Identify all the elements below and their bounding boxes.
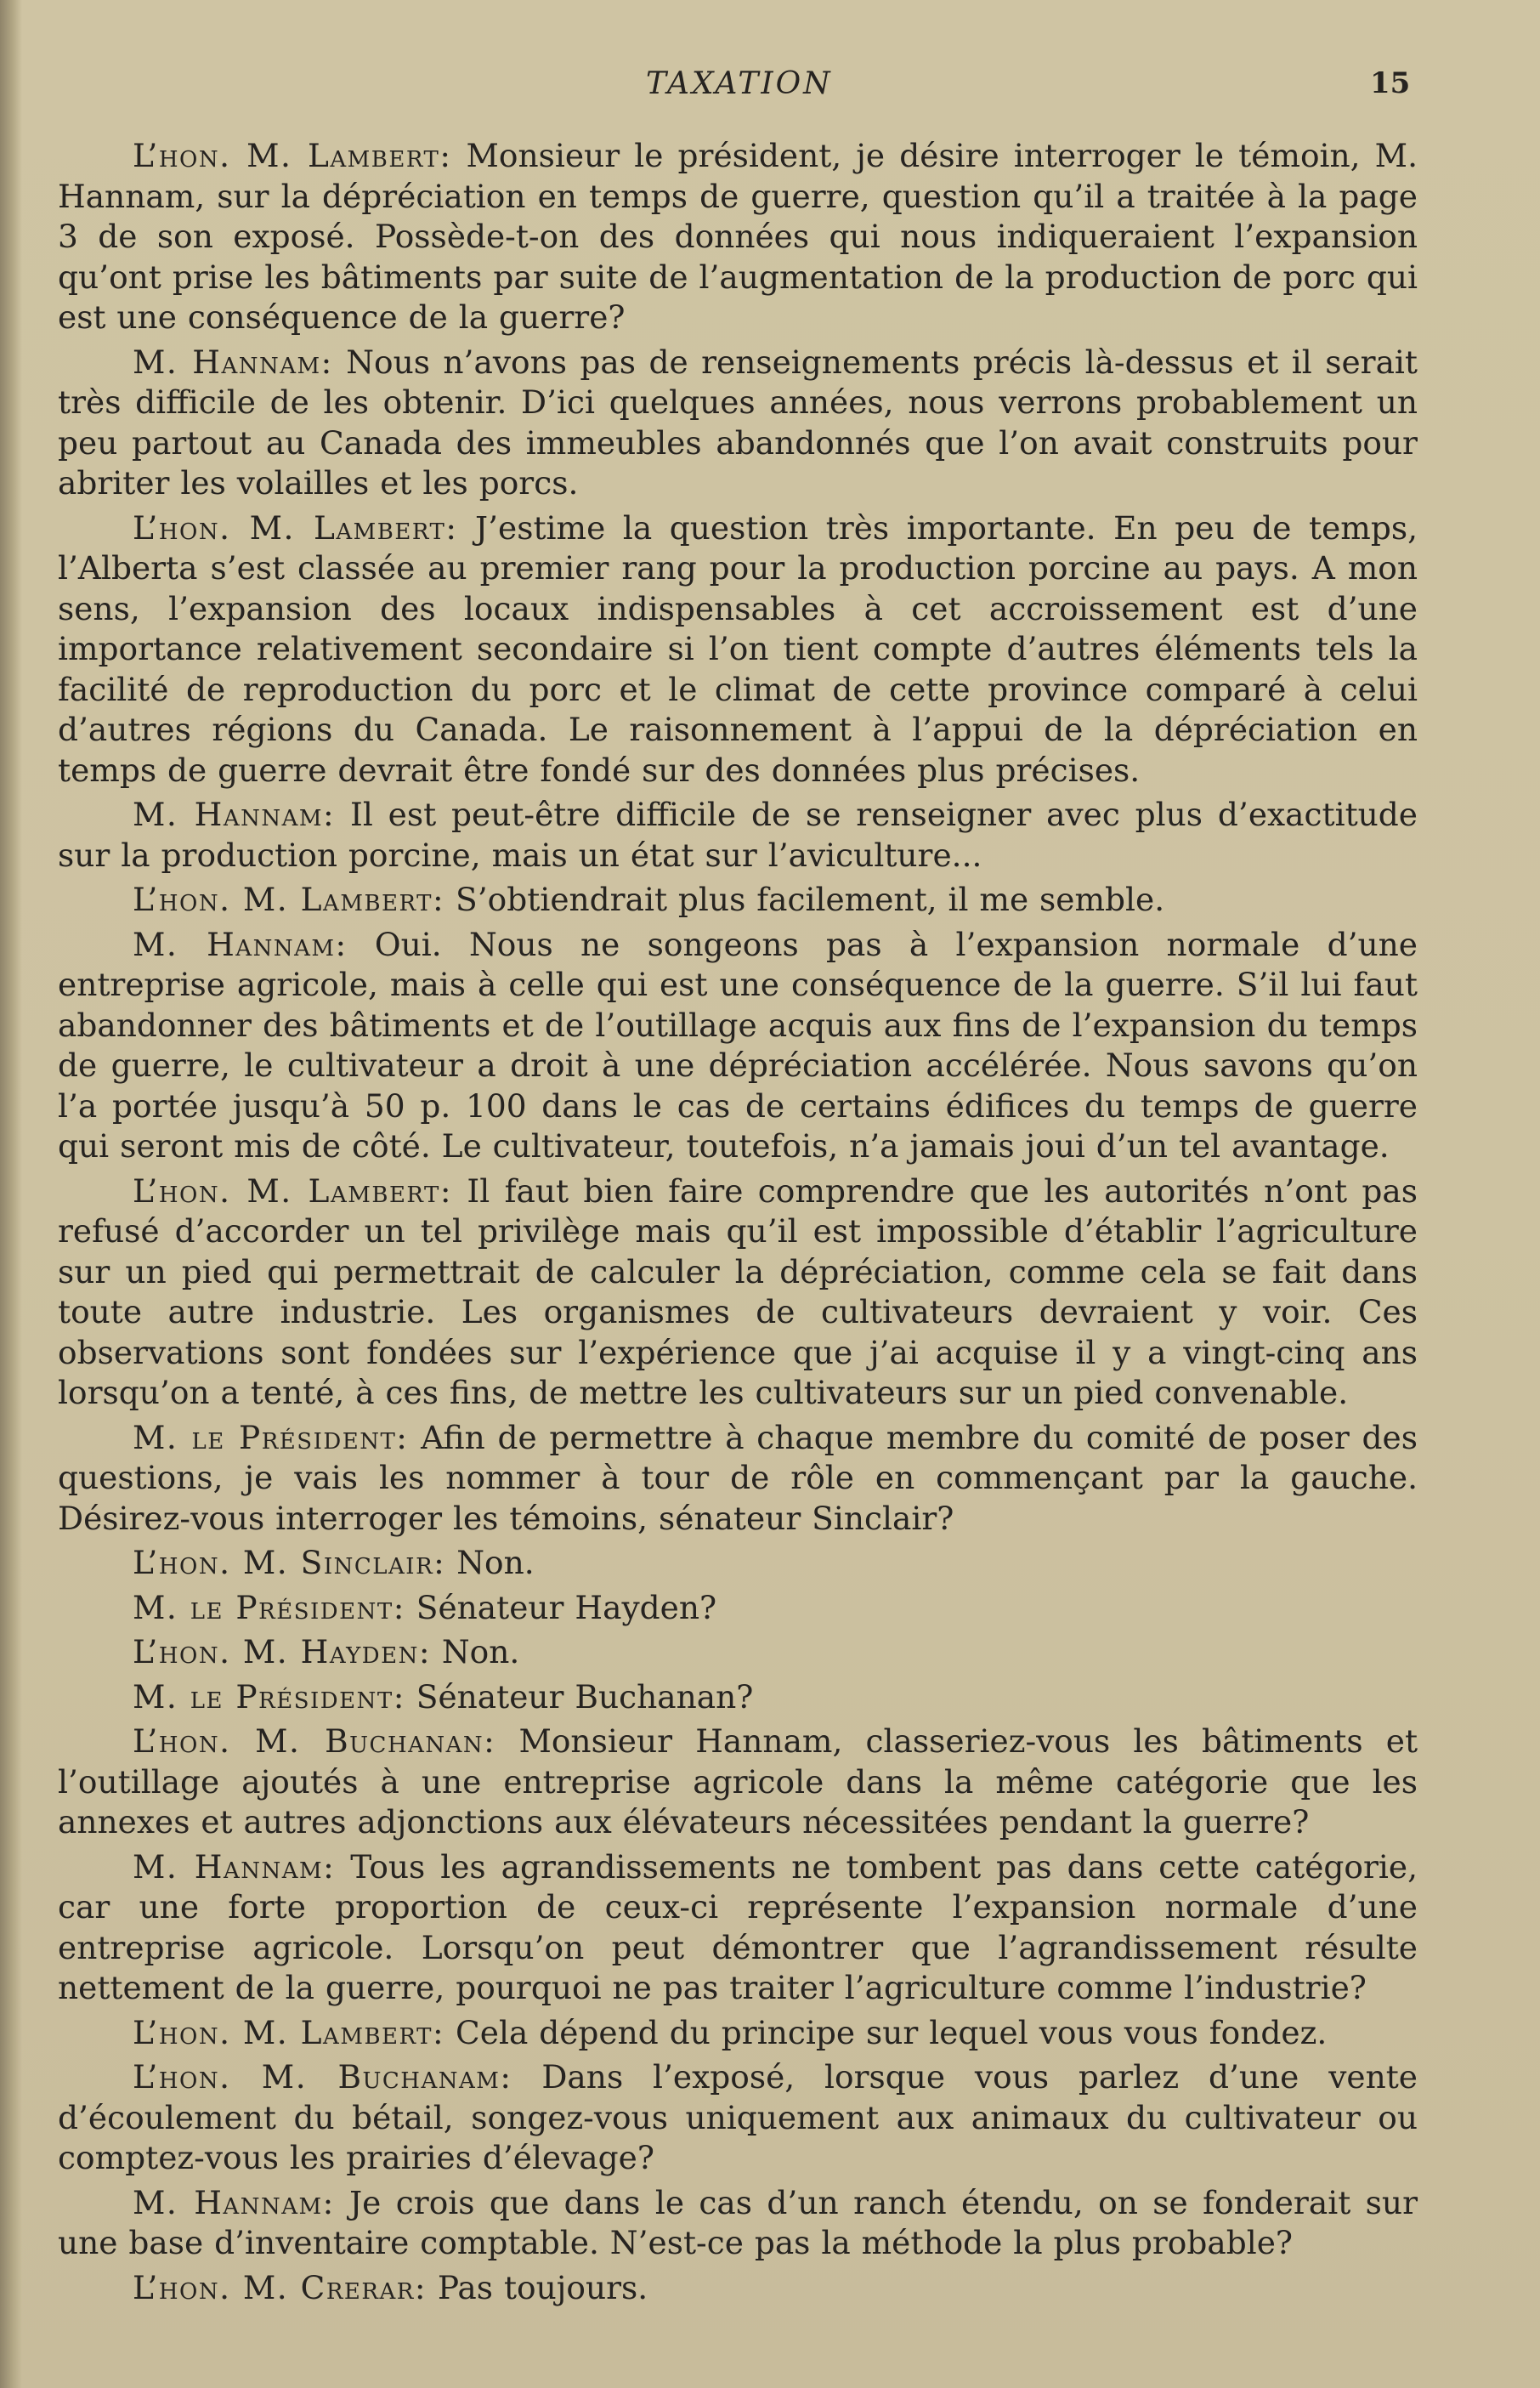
speaker-name: L’hon. M. Lambert:: [133, 2013, 445, 2051]
transcript-body: [58, 136, 1418, 2312]
paragraph: [58, 1632, 1418, 1673]
paragraph-text: Monsieur Hannam, classeriez-vous les bâtiments et l’outillage ajoutés à une entreprise agricole dans la même catégorie que les annexes et autres adjonctions aux élévateurs nécessitées pendant la guerre?: [58, 1722, 1418, 1841]
paragraph: [58, 1588, 1418, 1629]
speaker-name: L’hon. M. Sinclair:: [133, 1544, 446, 1581]
paragraph: [58, 343, 1418, 504]
speaker-name: M. Hannam:: [133, 2183, 335, 2221]
paragraph: [58, 880, 1418, 921]
speaker-name: M. Hannam:: [133, 925, 348, 963]
running-title: TAXATION: [646, 66, 833, 101]
speaker-name: L’hon. M. Hayden:: [133, 1633, 431, 1670]
speaker-name: L’hon. M. Buchanan:: [133, 1722, 496, 1760]
speaker-name: M. le Président:: [133, 1418, 409, 1456]
paragraph-text: Nous n’avons pas de renseignements précis là-dessus et il serait très difficile de les obtenir. D’ici quelques années, nous verrons probablement un peu partout au Canada des immeubles abandonnés que l’on avait construits pour abriter les volailles et les porcs.: [58, 343, 1418, 502]
speaker-name: L’hon. M. Lambert:: [133, 881, 445, 918]
running-head: [0, 60, 1540, 111]
paragraph-text: J’estime la question très importante. En peu de temps, l’Alberta s’est classée au premier rang pour la production porcine au pays. A mon sens, l’expansion des locaux indispensables à cet accroissement est d’une importance relativement secondaire si l’on tient compte d’autres éléments tels la facilité de reproduction du porc et le climat de cette province comparé à celui d’autres régions du Canada. Le raisonnement à l’appui de la dépréciation en temps de guerre devrait être fondé sur des données plus précises.: [58, 508, 1418, 789]
paragraph-text: Non.: [445, 1544, 535, 1581]
speaker-name: M. Hannam:: [133, 343, 333, 381]
paragraph: [58, 2057, 1418, 2179]
paragraph: [58, 2268, 1418, 2309]
page-binding-edge: [0, 0, 22, 2388]
speaker-name: M. le Président:: [133, 1677, 405, 1716]
speaker-name: L’hon. M. Crerar:: [133, 2268, 427, 2306]
paragraph-text: Non.: [430, 1633, 520, 1670]
paragraph-text: Je crois que dans le cas d’un ranch étendu, on se fonderait sur une base d’inventaire comptable. N’est-ce pas la méthode la plus probable?: [58, 2183, 1418, 2261]
paragraph: [58, 1418, 1418, 1540]
paragraph-text: Pas toujours.: [426, 2268, 648, 2306]
paragraph-text: Sénateur Buchanan?: [405, 1677, 754, 1716]
paragraph: [58, 2183, 1418, 2264]
paragraph-text: Monsieur le président, je désire interroger le témoin, M. Hannam, sur la dépréciation en temps de guerre, question qu’il a traitée à la page 3 de son exposé. Possède-t-on des données qui nous indiqueraient l’expansion qu’ont prise les bâtiments par suite de l’augmentation de la production de porc qui est une conséquence de la guerre?: [58, 137, 1418, 336]
paragraph: [58, 508, 1418, 791]
speaker-name: L’hon. M. Lambert:: [133, 1171, 453, 1210]
speaker-name: M. Hannam:: [133, 1847, 336, 1886]
paragraph: [58, 1171, 1418, 1414]
paragraph-text: Tous les agrandissements ne tombent pas dans cette catégorie, car une forte proportion de ceux-ci représente l’expansion normale d’une entreprise agricole. Lorsqu’on peut démontrer que l’agrandissement résulte nettement de la guerre, pourquoi ne pas traiter l’agriculture comme l’industrie?: [58, 1847, 1418, 2006]
paragraph: [58, 136, 1418, 338]
paragraph-text: S’obtiendrait plus facilement, il me semble.: [444, 881, 1165, 918]
paragraph-text: Il est peut-être difficile de se renseigner avec plus d’exactitude sur la production porcine, mais un état sur l’aviculture...: [58, 796, 1418, 874]
paragraph: [58, 795, 1418, 876]
paragraph-text: Afin de permettre à chaque membre du comité de poser des questions, je vais les nommer à tour de rôle en commençant par la gauche. Désirez-vous interroger les témoins, sénateur Sinclair?: [58, 1418, 1418, 1537]
paragraph-text: Dans l’exposé, lorsque vous parlez d’une vente d’écoulement du bétail, songez-vous uniquement aux animaux du cultivateur ou comptez-vous les prairies d’élevage?: [58, 2058, 1418, 2176]
speaker-name: L’hon. M. Lambert:: [133, 508, 458, 547]
speaker-name: M. le Président:: [133, 1588, 405, 1626]
paragraph-text: Il faut bien faire comprendre que les autorités n’ont pas refusé d’accorder un tel privilège mais qu’il est impossible d’établir l’agriculture sur un pied qui permettrait de calculer la dépréciation, comme cela se fait dans toute autre industrie. Les organismes de cultivateurs devraient y voir. Ces observations sont fondées sur l’expérience que j’ai acquise il y a vingt-cinq ans lorsqu’on a tenté, à ces fins, de mettre les cultivateurs sur un pied convenable.: [58, 1171, 1418, 1411]
paragraph: [58, 925, 1418, 1167]
paragraph-text: Oui. Nous ne songeons pas à l’expansion normale d’une entreprise agricole, mais à celle qui est une conséquence de la guerre. S’il lui faut abandonner des bâtiments et de l’outillage acquis aux fins de l’expansion du temps de guerre, le cultivateur a droit à une dépréciation accélérée. Nous savons qu’on l’a portée jusqu’à 50 p. 100 dans le cas de certains édifices du temps de guerre qui seront mis de côté. Le cultivateur, toutefois, n’a jamais joui d’un tel avantage.: [58, 925, 1418, 1165]
paragraph: [58, 1543, 1418, 1584]
paragraph: [58, 1722, 1418, 1843]
paragraph-text: Cela dépend du principe sur lequel vous vous fondez.: [444, 2013, 1328, 2051]
paragraph: [58, 2013, 1418, 2054]
page-number: 15: [1370, 66, 1411, 100]
paragraph: [58, 1677, 1418, 1718]
paragraph: [58, 1847, 1418, 2009]
speaker-name: M. Hannam:: [133, 796, 336, 833]
speaker-name: L’hon. M. Lambert:: [133, 137, 452, 174]
paragraph-text: Sénateur Hayden?: [405, 1588, 717, 1626]
speaker-name: L’hon. M. Buchanam:: [133, 2058, 512, 2096]
